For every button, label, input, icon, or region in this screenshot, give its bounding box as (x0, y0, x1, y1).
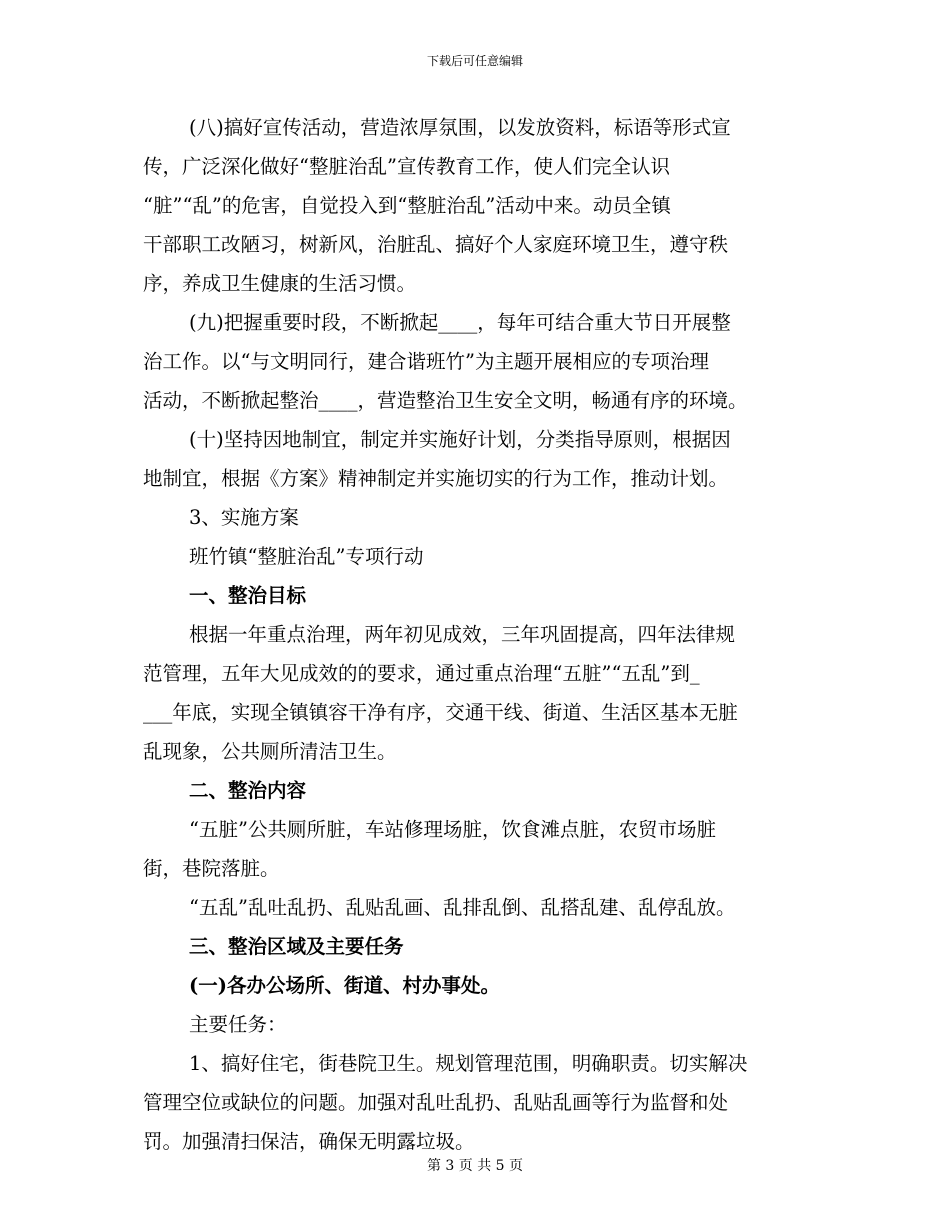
section-heading-line: (一)各办公场所、街道、村办事处。 (189, 974, 500, 997)
page-header: 下载后可任意编辑 (426, 54, 523, 68)
paragraph-line: 地制宜，根据《方案》精神制定并实施切实的行为工作，推动计划。 (143, 467, 729, 490)
paragraph-line: 序，养成卫生健康的生活习惯。 (143, 272, 417, 295)
paragraph-line: ___年底，实现全镇镇容干净有序，交通干线、街道、生活区基本无脏 (143, 701, 738, 724)
section-heading-line: 一、整治目标 (189, 584, 307, 607)
paragraph-line: “五乱”乱吐乱扔、乱贴乱画、乱排乱倒、乱搭乱建、乱停乱放。 (189, 896, 736, 919)
section-heading-line: 二、整治内容 (189, 779, 307, 802)
paragraph-line: (八)搞好宣传活动，营造浓厚氛围，以发放资料，标语等形式宣 (189, 116, 731, 139)
document-body (143, 108, 811, 1161)
paragraph-line: (十)坚持因地制宜，制定并实施好计划，分类指导原则，根据因 (189, 428, 731, 451)
paragraph-line: 3、实施方案 (189, 506, 299, 529)
paragraph-line: 1、搞好住宅，街巷院卫生。规划管理范围，明确职责。切实解决 (189, 1052, 748, 1075)
paragraph-line: 活动，不断掀起整治____，营造整治卫生安全文明，畅通有序的环境。 (143, 389, 748, 412)
paragraph-line: (九)把握重要时段，不断掀起____，每年可结合重大节日开展整 (189, 311, 731, 334)
paragraph-line: 治工作。以“与文明同行，建合谐班竹”为主题开展相应的专项治理 (143, 350, 709, 373)
paragraph-line: 主要任务： (189, 1013, 287, 1036)
paragraph-line: 罚。加强清扫保洁，确保无明露垃圾。 (143, 1130, 475, 1153)
paragraph-line: “五脏”公共厕所脏，车站修理场脏，饮食滩点脏，农贸市场脏 (189, 818, 716, 841)
paragraph-line: 干部职工改陋习，树新风，治脏乱、搞好个人家庭环境卫生，遵守秩 (143, 233, 729, 256)
paragraph-line: 街，巷院落脏。 (143, 857, 280, 880)
section-heading-line: 三、整治区域及主要任务 (189, 935, 404, 958)
paragraph-line: 乱现象，公共厕所清洁卫生。 (143, 740, 397, 763)
page-footer: 第 3 页 共 5 页 (426, 1158, 524, 1174)
paragraph-line: 班竹镇“整脏治乱”专项行动 (189, 545, 424, 568)
paragraph-line: 传，广泛深化做好“整脏治乱”宣传教育工作，使人们完全认识 (143, 155, 670, 178)
paragraph-line: “脏”“乱”的危害，自觉投入到“整脏治乱”活动中来。动员全镇 (143, 194, 671, 217)
paragraph-line: 管理空位或缺位的问题。加强对乱吐乱扔、乱贴乱画等行为监督和处 (143, 1091, 729, 1114)
paragraph-line: 根据一年重点治理，两年初见成效，三年巩固提高，四年法律规 (189, 623, 736, 646)
paragraph-line: 范管理，五年大见成效的的要求，通过重点治理“五脏”“五乱”到_ (143, 662, 700, 685)
